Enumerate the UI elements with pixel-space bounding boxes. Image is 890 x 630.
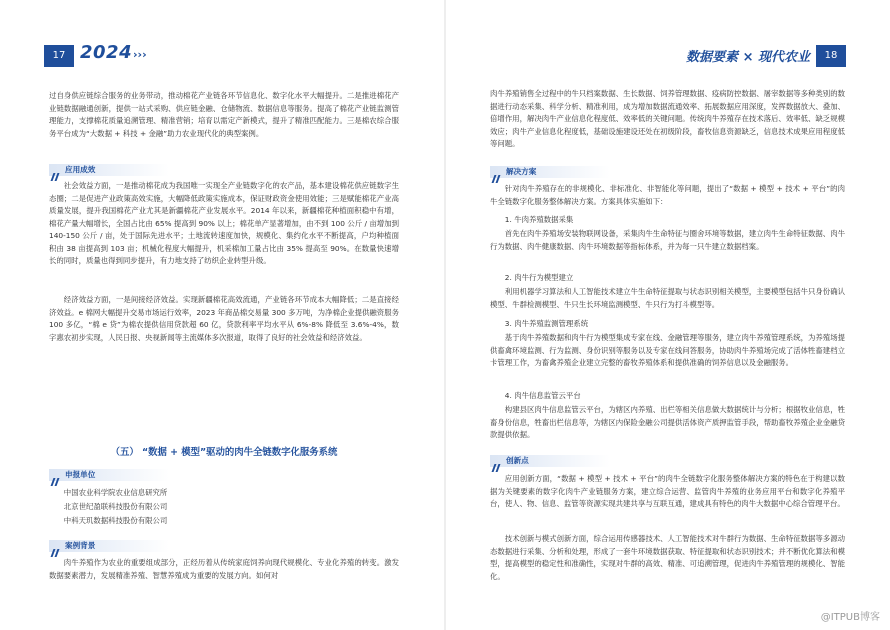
left-page-header: [44, 42, 184, 67]
section-heading-solution: [490, 166, 845, 178]
section-heading-label: 应用成效: [65, 165, 96, 174]
intro-paragraph: 过自身供应链综合服务的业务带动，推动棉花产业链各环节信息化、数字化水平大幅提升。二是推进棉花产业链数据融通创新，提供一站式采购、供应链金融、仓储物流、数据信息等服务。提高了棉花产业链监测管理能力，支撑棉花质量追溯管理、精准营销；培育以需定产新模式，提升了精准匹配能力。三是棉农综合服务平台成为“大数据 + 科技 + 金融”助力农业现代化的典型案例。: [49, 91, 399, 138]
right-page: [445, 0, 890, 630]
year-logo: 2024: [80, 42, 133, 63]
page-number: 18: [816, 45, 846, 67]
intro-paragraph: 肉牛养殖销售全过程中的牛只档案数据、生长数据、饲养管理数据、疫病防控数据、屠宰数据等多种类别的数据进行动态采集、科学分析、精准利用，成为增加数据流通效率、拓展数据应用深度，发挥数据放大、叠加、倍增作用，解决肉牛产业信息化程度低、效率低的关键问题。传统肉牛养殖存在技术落后、效率低、缺乏规模效应；肉牛产业信息化程度低，基础设施建设还处在初级阶段，畜牧信息资源缺乏，信息技术成果应用程度低等问题。: [490, 89, 845, 148]
section-heading-label: 解决方案: [506, 167, 537, 176]
applicant-unit: 北京世纪盈联科技股份有限公司: [63, 502, 168, 511]
social-benefit-paragraph: 社会效益方面，一是推动棉花成为我国唯一实现全产业链数字化的农产品，基本建设棉花供应链数字生态圈；二是促进产业政策高效实施，大幅降低政策实施成本，保证财政资金使用效能；三是赋能棉花产业高质量发展，提升我国棉花产业尤其是新疆棉花产业发展水平。2014 年以来，新疆棉花种植面积稳中有增，棉花产量大幅增长，全国占比由 65% 提高到 90% 以上；棉花单产显著增加，由不到 100 公斤 / 亩增加到 140-150 公斤 / 亩，处于国际先进水平；土地流转速度加快，规模化、集约化水平不断提高，户均种植面积由 38 亩提高到 103 亩；机械化程度大幅提升，机采棉加工量占比由 35% 提高至 90%。在数量快速增长的同时，质量也得到同步提升，有力地支持了纺织企业转型升级。: [49, 181, 399, 265]
solution-item-title: 3. 肉牛养殖监测管理系统: [504, 319, 589, 328]
innovation-paragraph-technology: 技术创新与模式创新方面，综合运用传感器技术、人工智能技术对牛群行为数据、生命特征数据等多源动态数据进行采集、分析和处理，形成了一套牛环境数据获取、特征提取和状态识别技术；并不断优化算法和模型，提高模型的稳定性和准确性，实现对牛群的高效、精准、可追溯管理，促进肉牛养殖管理的规模化、智能化。: [490, 534, 845, 581]
section-heading-label: 创新点: [506, 456, 529, 465]
solution-item-title: 4. 肉牛信息监管云平台: [504, 391, 581, 400]
section-heading-label: 案例背景: [65, 541, 96, 550]
solution-item-title: 2. 肉牛行为模型建立: [504, 273, 574, 282]
solution-intro: 针对肉牛养殖存在的非规模化、非标准化、非智能化等问题，提出了“数据 + 模型 + 技术 + 平台”的肉牛全链数字化服务整体解决方案。方案具体实施如下：: [490, 184, 845, 206]
heading-marker-icon: [52, 471, 61, 479]
right-page-header: [626, 45, 846, 67]
solution-item-body: 构建县区肉牛信息监管云平台，为辖区内养殖、出栏等相关信息做大数据统计与分析；根据牧业信息，牲畜身份信息，牲畜出栏信息等，为辖区内保险金融公司提供活体资产质押监管手段，帮助畜牧养殖企业金融贷款提供依据。: [490, 405, 845, 439]
header-title: 数据要素 × 现代农业: [686, 50, 810, 65]
heading-marker-icon: [493, 168, 502, 176]
section-heading-label: 申报单位: [65, 470, 96, 479]
economic-benefit-paragraph: 经济效益方面，一是间接经济效益。实现新疆棉花高效流通，产业链各环节成本大幅降低；二是直接经济效益。e 棉网大幅提升交易市场运行效率，2023 年商品棉交易量 300 多万吨，为净棉企业提供融资服务 100 多亿，“棉 e 贷”为棉农提供信用贷款超 60 亿，贷款利率平均水平从 6%-8% 降低至 3.6%-4%，数字惠农初步实现，人民日报、央视新闻等主流媒体多次报道，取得了良好的社会效益和经济效益。: [49, 295, 399, 342]
applicant-unit: 中国农业科学院农业信息研究所: [63, 488, 168, 497]
section-heading-innovation: [490, 455, 845, 467]
watermark: @ITPUB博客: [820, 612, 880, 623]
heading-marker-icon: [52, 542, 61, 550]
book-spine: [444, 0, 446, 630]
section-title: （五） “数据 + 模型”驱动的肉牛全链数字化服务系统: [110, 447, 338, 458]
applicant-unit: 中科天玑数据科技股份有限公司: [63, 516, 168, 525]
solution-item-body: 利用机器学习算法和人工智能技术建立牛生命特征提取与状态识别相关模型，主要模型包括牛只身份确认模型、牛群检测模型、牛只生长环境监测模型、牛只行为打斗模型等。: [490, 287, 845, 309]
solution-item-body: 基于肉牛养殖数据和肉牛行为模型集成专家在线、金融管理等服务，建立肉牛养殖管理系统，为养殖场提供畜禽环境监测、行为监测、身份识别等服务以及专家在线问答服务，协助肉牛养殖场完成了活体牲畜建档立卡管理工作，为畜禽养殖企业建立完整的畜牧养殖体系和提供准确的饲养信息以及金融服务。: [490, 333, 845, 367]
solution-item-body: 首先在肉牛养殖场安装物联网设备，采集肉牛生命特征与圈舍环境等数据，建立肉牛生命特征数据、肉牛行为数据、肉牛健康数据、肉牛环境数据等指标体系，并为每一只牛建立数据档案。: [490, 229, 845, 251]
section-heading-background: [49, 540, 399, 552]
heading-marker-icon: [52, 166, 61, 174]
background-paragraph: 肉牛养殖作为农业的重要组成部分，正经历着从传统家庭饲养向现代规模化、专业化养殖的转变。激发数据要素潜力，发展精准养殖、智慧养殖成为重要的发展方向。如何对: [49, 558, 399, 580]
section-heading-applicant: [49, 469, 399, 481]
page-number: 17: [44, 45, 74, 67]
chevron-right-icon: ›››: [133, 48, 147, 61]
section-heading-application: [49, 164, 399, 176]
solution-item-title: 1. 牛肉养殖数据采集: [504, 215, 574, 224]
heading-marker-icon: [493, 457, 502, 465]
innovation-paragraph-application: 应用创新方面，“数据 + 模型 + 技术 + 平台”的肉牛全链数字化服务整体解决方案的特色在于构建以数据为关键要素的数字化肉牛产业链服务方案，建立综合运营、监管肉牛养殖的业务应用平台和数字化养殖平台，使人、物、信息、监管等资源实现共建共享与互联互通，建成具有特色的肉牛大数据中心综合管理平台。: [490, 474, 845, 508]
